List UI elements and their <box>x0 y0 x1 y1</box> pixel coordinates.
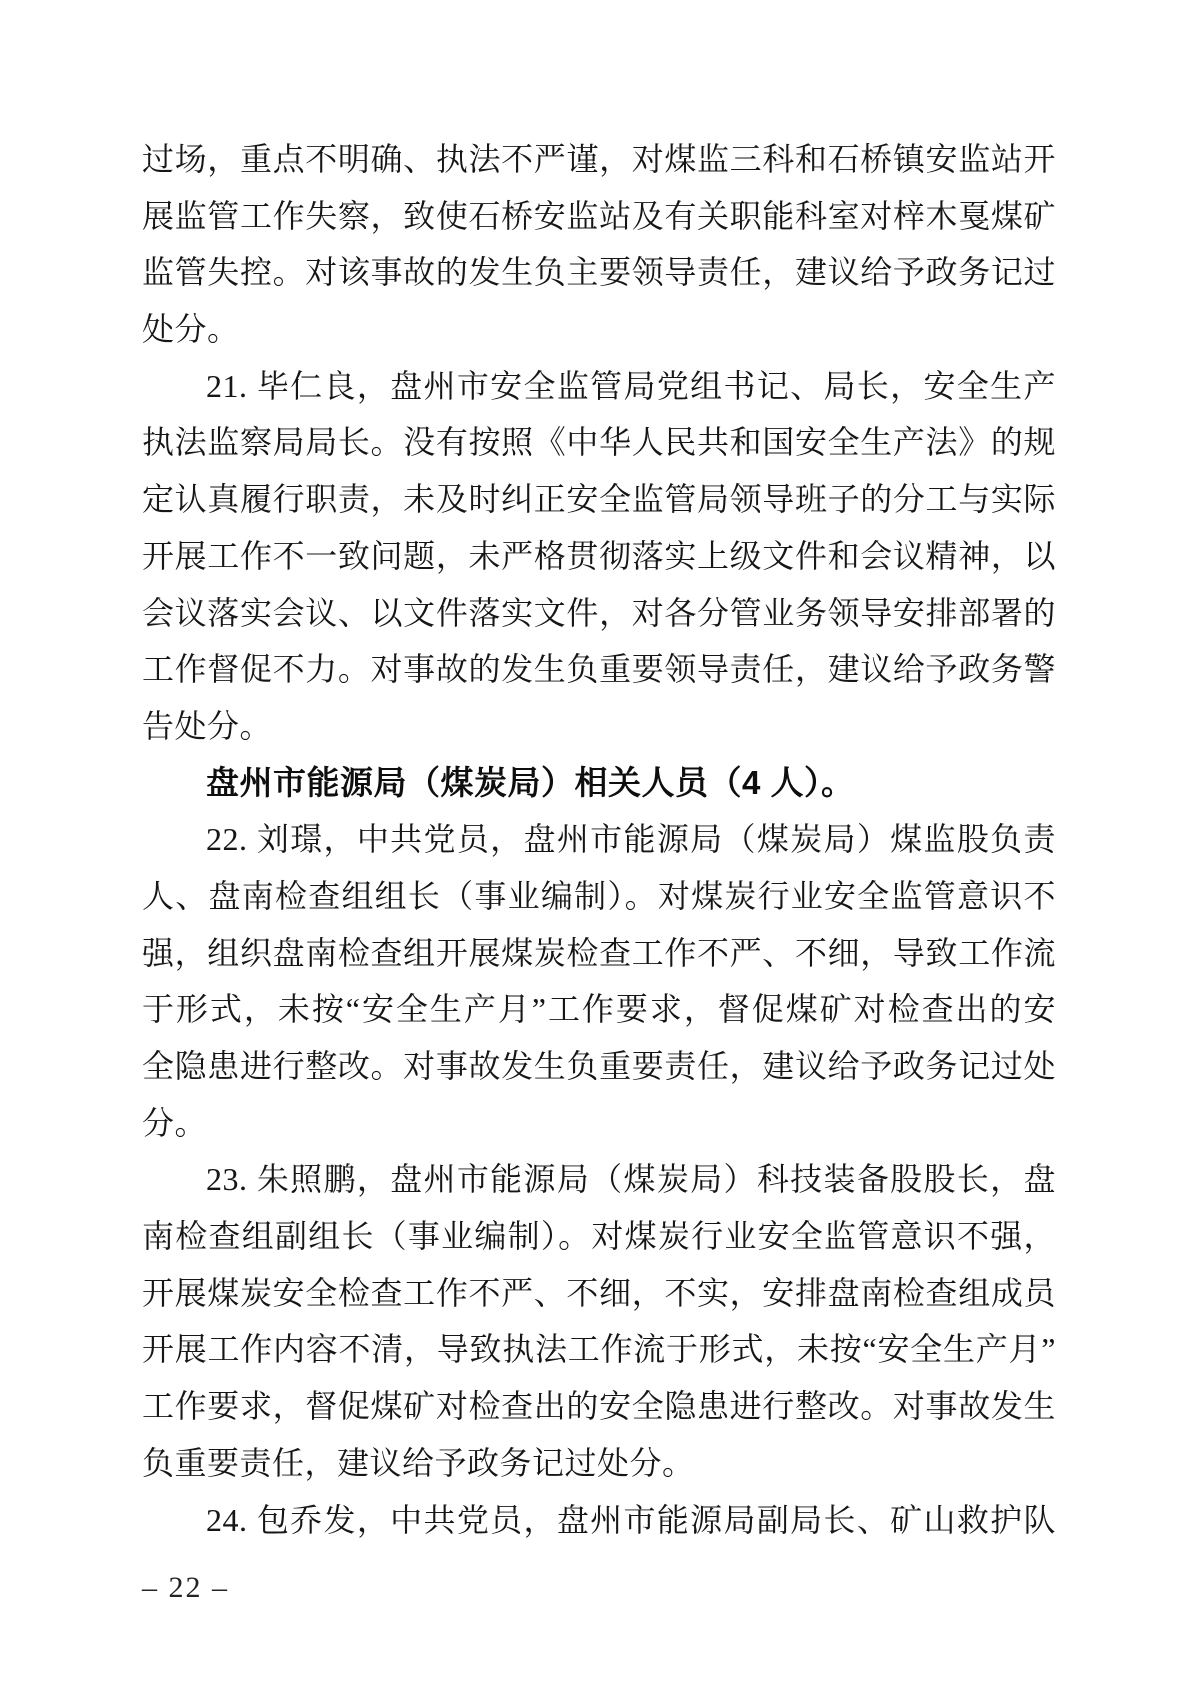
text-line: 22. 刘璟，中共党员，盘州市能源局（煤炭局）煤监股负责 <box>206 821 1056 858</box>
section-heading: 盘州市能源局（煤炭局）相关人员（4 人）。 <box>206 763 855 801</box>
text-line: 24. 包乔发，中共党员，盘州市能源局副局长、矿山救护队 <box>206 1501 1056 1538</box>
text-line: 过场，重点不明确、执法不严谨，对煤监三科和石桥镇安监站开 <box>142 141 1056 177</box>
text-line: 监管失控。对该事故的发生负主要领导责任，建议给予政务记过 <box>142 254 1056 291</box>
text-line: 开展工作内容不清，导致执法工作流于形式，未按“安全生产月” <box>142 1331 1056 1368</box>
text-line: 23. 朱照鹏，盘州市能源局（煤炭局）科技装备股股长，盘 <box>206 1161 1056 1198</box>
text-line: 执法监察局局长。没有按照《中华人民共和国安全生产法》的规 <box>142 424 1056 461</box>
text-line: 21. 毕仁良，盘州市安全监管局党组书记、局长，安全生产 <box>206 367 1056 404</box>
text-line: 开展煤炭安全检查工作不严、不细，不实，安排盘南检查组成员 <box>142 1274 1056 1311</box>
text-line: 定认真履行职责，未及时纠正安全监管局领导班子的分工与实际 <box>142 481 1056 518</box>
text-line: 开展工作不一致问题，未严格贯彻落实上级文件和会议精神，以 <box>142 537 1056 574</box>
text-line: 人、盘南检查组组长（事业编制）。对煤炭行业安全监管意识不 <box>142 877 1056 914</box>
text-line: 会议落实会议、以文件落实文件，对各分管业务领导安排部署的 <box>142 594 1056 631</box>
text-line: 于形式，未按“安全生产月”工作要求，督促煤矿对检查出的安 <box>142 991 1056 1028</box>
text-line: 处分。 <box>142 311 240 348</box>
page-number: – 22 – <box>142 1571 229 1604</box>
text-line: 工作督促不力。对事故的发生负重要领导责任，建议给予政务警 <box>142 651 1056 688</box>
text-line: 告处分。 <box>142 707 273 744</box>
text-line: 强，组织盘南检查组开展煤炭检查工作不严、不细，导致工作流 <box>142 934 1056 971</box>
text-line: 工作要求，督促煤矿对检查出的安全隐患进行整改。对事故发生 <box>142 1388 1056 1425</box>
text-line: 分。 <box>142 1104 208 1141</box>
text-line: 负重要责任，建议给予政务记过处分。 <box>142 1444 695 1481</box>
document-body <box>142 131 1056 1548</box>
text-line: 全隐患进行整改。对事故发生负重要责任，建议给予政务记过处 <box>142 1048 1056 1084</box>
text-line: 展监管工作失察，致使石桥安监站及有关职能科室对梓木戛煤矿 <box>142 197 1056 234</box>
text-line: 南检查组副组长（事业编制）。对煤炭行业安全监管意识不强， <box>142 1218 1056 1255</box>
